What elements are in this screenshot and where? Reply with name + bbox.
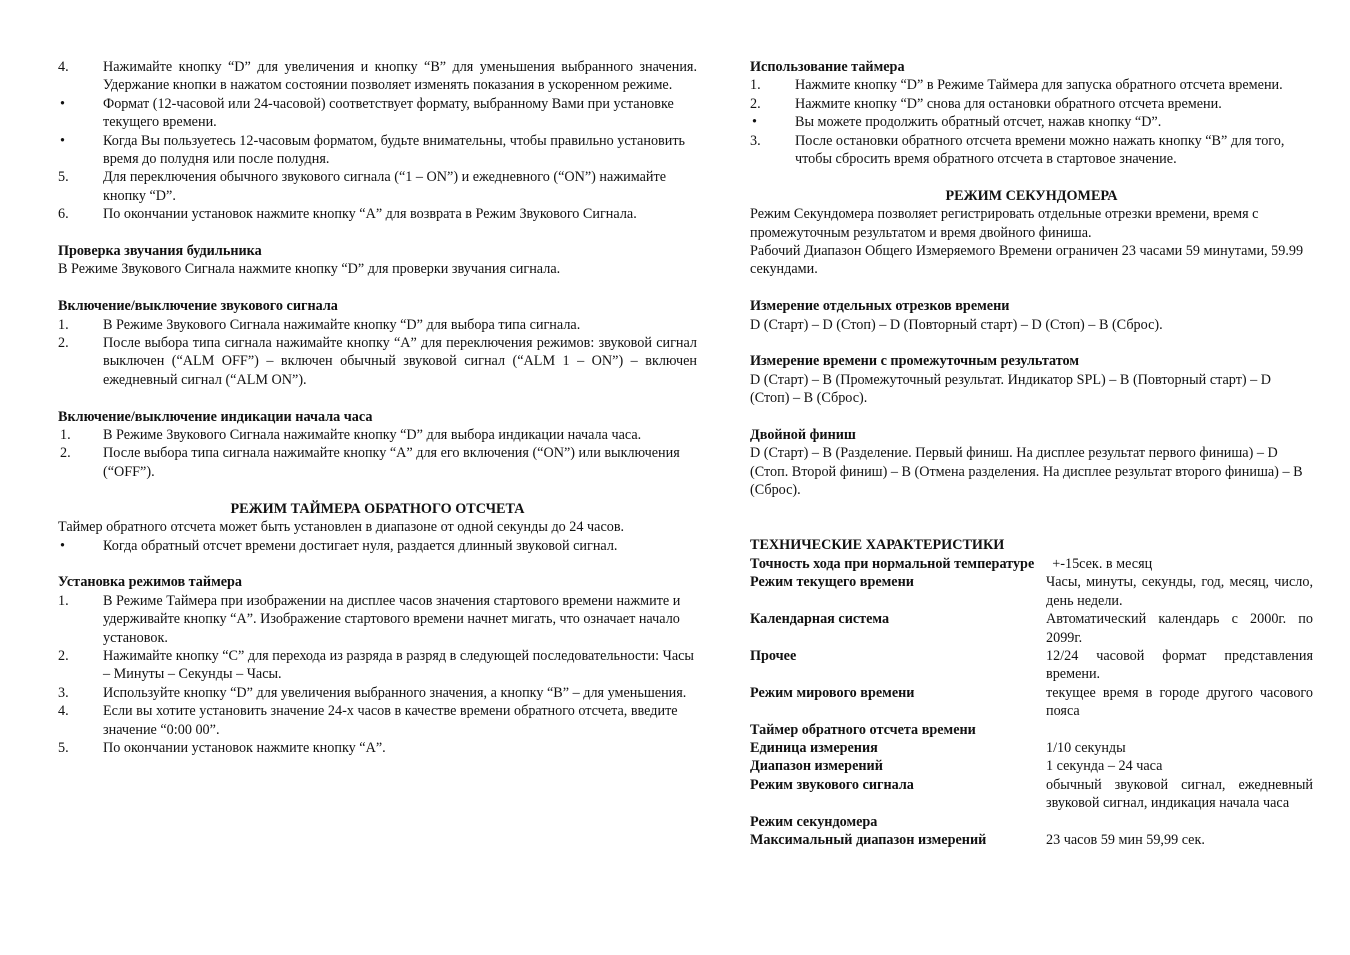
list-marker: 5.: [58, 169, 69, 186]
list-marker: 4.: [58, 59, 69, 75]
countdown-intro-text: Таймер обратного отсчета может быть установлен в диапазоне от одной секунды до 24 часов.: [58, 519, 625, 536]
list-item-text: Нажимайте кнопку “D” для увеличения и кнопку “B” для уменьшения выбранного значения. Удержание кнопки в нажатом состоянии позволяет изменять показания в ускоренном режиме.: [103, 59, 697, 94]
list-item: [58, 316, 697, 334]
bullet-marker: •: [60, 95, 65, 112]
lap-heading: Измерение времени с промежуточным результатом: [750, 353, 1080, 370]
list-item-text: Вы можете продолжить обратный отсчет, нажав кнопку “D”.: [795, 114, 1162, 131]
spec-label: Единица измерения: [750, 739, 878, 756]
list-item-text: Формат (12-часовой или 24-часовой) соответствует формату, выбранному Вами при установке текущего времени.: [103, 95, 674, 131]
spec-value: Часы, минуты, секунды, год, месяц, число, день недели.: [1046, 574, 1313, 609]
list-item-text: По окончании установок нажмите кнопку “A”.: [103, 739, 386, 756]
list-item: [58, 168, 697, 205]
list-item-text: В Режиме Звукового Сигнала нажимайте кнопку “D” для выбора индикации начала часа.: [103, 427, 642, 444]
spec-row: [750, 573, 1313, 610]
spec-label: Режим текущего времени: [750, 574, 914, 591]
list-marker: 1.: [58, 592, 69, 609]
list-marker: 2.: [58, 647, 69, 664]
alarm-toggle-heading: Включение/выключение звукового сигнала: [58, 298, 338, 315]
list-item: [58, 702, 697, 739]
split-heading: Измерение отдельных отрезков времени: [750, 298, 1010, 315]
spec-row: [750, 776, 1313, 813]
double-finish-heading: Двойной финиш: [750, 427, 856, 444]
list-item: [58, 444, 697, 481]
list-item: [58, 426, 697, 444]
spec-row: [750, 610, 1313, 647]
spec-label: Таймер обратного отсчета времени: [750, 721, 976, 738]
list-item-text: Нажмите кнопку “D” в Режиме Таймера для запуска обратного отсчета времени.: [795, 77, 1283, 94]
list-marker: 5.: [58, 739, 69, 756]
list-item: [58, 684, 697, 702]
spec-label: Режим звукового сигнала: [750, 776, 914, 793]
alarm-test-heading: Проверка звучания будильника: [58, 243, 262, 260]
spec-value: 12/24 часовой формат представления времени.: [1046, 647, 1313, 683]
list-item: [58, 205, 697, 223]
bullet-marker: •: [60, 537, 65, 554]
spec-row: [750, 555, 1313, 573]
list-item-text: Если вы хотите установить значение 24-х часов в качестве времени обратного отсчета, введите значение “0:00 00”.: [103, 703, 678, 738]
accuracy-label: Точность хода при нормальной температуре: [750, 555, 1035, 572]
list-item: [58, 592, 697, 647]
lap-text: D (Старт) – B (Промежуточный результат. Индикатор SPL) – B (Повторный старт) – D (Стоп) – B (Сброс).: [750, 371, 1272, 407]
list-marker: 2.: [750, 95, 761, 112]
list-marker: 2.: [60, 445, 71, 462]
list-marker: 6.: [58, 206, 69, 223]
spec-row: [750, 831, 1313, 849]
split-text: D (Старт) – D (Стоп) – D (Повторный старт) – D (Стоп) – B (Сброс).: [750, 316, 1163, 333]
list-item-text: Когда Вы пользуетесь 12-часовым форматом, будьте внимательны, чтобы правильно установить время до полудня или после полудня.: [103, 132, 686, 168]
spec-label: Режим секундомера: [750, 813, 878, 830]
double-finish-text: D (Старт) – B (Разделение. Первый финиш. На дисплее результат первого финиша) – D (Стоп. Второй финиш) – B (Отмена разделения. На дисплее результат второго финиша) – B (Сброс).: [750, 445, 1303, 499]
list-marker: 3.: [58, 684, 69, 701]
spec-value: 1/10 секунды: [1046, 739, 1126, 756]
list-item: [58, 95, 697, 132]
accuracy-value: +-15сек. в месяц: [1052, 555, 1153, 572]
spec-label: Режим мирового времени: [750, 684, 915, 701]
spec-label: Календарная система: [750, 611, 890, 628]
list-item-text: Нажимайте кнопку “C” для перехода из разряда в разряд в следующей последовательности: Часы – Минуты – Секунды – Часы.: [103, 647, 694, 683]
list-marker: 1.: [60, 427, 71, 444]
list-item: [58, 739, 697, 757]
list-marker: 1.: [58, 316, 69, 333]
spec-row: [750, 647, 1313, 684]
timer-use-heading: Использование таймера: [750, 59, 905, 75]
spec-value: [1046, 813, 1313, 831]
spec-row: [750, 739, 1313, 757]
spec-row: [750, 684, 1313, 721]
spec-value: обычный звуковой сигнал, ежедневный звуковой сигнал, индикация начала часа: [1046, 776, 1313, 812]
spec-label: Максимальный диапазон измерений: [750, 831, 987, 848]
stopwatch-range-text: Рабочий Диапазон Общего Измеряемого Времени ограничен 23 часами 59 минутами, 59.99 секундами.: [750, 243, 1304, 278]
list-item-text: Когда обратный отсчет времени достигает нуля, раздается длинный звуковой сигнал.: [103, 537, 618, 554]
spec-label: Диапазон измерений: [750, 758, 883, 775]
spec-value: 23 часов 59 мин 59,99 сек.: [1046, 831, 1205, 848]
list-item: [750, 113, 1313, 131]
list-item: [58, 58, 697, 95]
list-item-text: Используйте кнопку “D” для увеличения выбранного значения, а кнопку “B” – для уменьшения.: [103, 684, 687, 701]
list-item: [750, 95, 1313, 113]
list-item-text: Нажмите кнопку “D” снова для остановки обратного отсчета времени.: [795, 95, 1222, 112]
stopwatch-section-title: РЕЖИМ СЕКУНДОМЕРА: [945, 187, 1118, 204]
spec-value: Автоматический календарь с 2000г. по 2099г.: [1046, 611, 1313, 646]
timer-setup-heading: Установка режимов таймера: [58, 574, 243, 591]
list-item-text: После остановки обратного отсчета времени можно нажать кнопку “B” для того, чтобы сбросить время обратного отсчета в стартовое значение.: [795, 132, 1285, 168]
spec-value: текущее время в городе другого часового пояса: [1046, 684, 1313, 720]
list-marker: 2.: [58, 335, 69, 352]
list-item-text: После выбора типа сигнала нажимайте кнопку “A” для переключения режимов: звуковой сигнал выключен (“ALM OFF”) – включен обычный звуковой сигнал (“ALM 1 – ON”) – включен ежедневный сигнал (“ALM ON”).: [103, 335, 697, 388]
bullet-marker: •: [752, 114, 757, 131]
list-item: [750, 132, 1313, 169]
list-marker: 3.: [750, 132, 761, 149]
spec-row: [750, 721, 1313, 739]
list-item-text: Для переключения обычного звукового сигнала (“1 – ON”) и ежедневного (“ON”) нажимайте кнопку “D”.: [103, 169, 666, 204]
list-marker: 4.: [58, 703, 69, 720]
list-item-text: В Режиме Таймера при изображении на дисплее часов значения стартового времени нажмите и удерживайте кнопку “A”. Изображение стартового времени начнет мигать, что означает начало установок.: [103, 592, 681, 646]
bullet-marker: •: [60, 132, 65, 149]
right-column: [750, 58, 1313, 849]
alarm-test-text: В Режиме Звукового Сигнала нажмите кнопку “D” для проверки звучания сигнала.: [58, 261, 561, 278]
list-item-text: По окончании установок нажмите кнопку “A” для возврата в Режим Звукового Сигнала.: [103, 206, 637, 223]
spec-value: 1 секунда – 24 часа: [1046, 758, 1163, 775]
chime-heading: Включение/выключение индикации начала часа: [58, 408, 373, 425]
spec-row: [750, 757, 1313, 775]
spec-label: Прочее: [750, 647, 797, 664]
list-item: [58, 647, 697, 684]
list-marker: 1.: [750, 77, 761, 94]
left-column: [58, 58, 697, 757]
spec-label: [750, 555, 1313, 573]
countdown-section-title: РЕЖИМ ТАЙМЕРА ОБРАТНОГО ОТСЧЕТА: [230, 500, 525, 517]
list-item: [58, 537, 697, 555]
list-item: [58, 132, 697, 169]
list-item: [750, 76, 1313, 94]
list-item: [58, 334, 697, 389]
list-item-text: После выбора типа сигнала нажимайте кнопку “A” для его включения (“ON”) или выключения (“OFF”).: [103, 445, 680, 480]
stopwatch-intro-text: Режим Секундомера позволяет регистрировать отдельные отрезки времени, время с промежуточным результатом и время двойного финиша.: [750, 206, 1259, 241]
spec-row: [750, 813, 1313, 831]
specs-section-title: ТЕХНИЧЕСКИЕ ХАРАКТЕРИСТИКИ: [750, 537, 1005, 554]
spec-value: [1046, 721, 1313, 739]
list-item-text: В Режиме Звукового Сигнала нажимайте кнопку “D” для выбора типа сигнала.: [103, 316, 581, 333]
